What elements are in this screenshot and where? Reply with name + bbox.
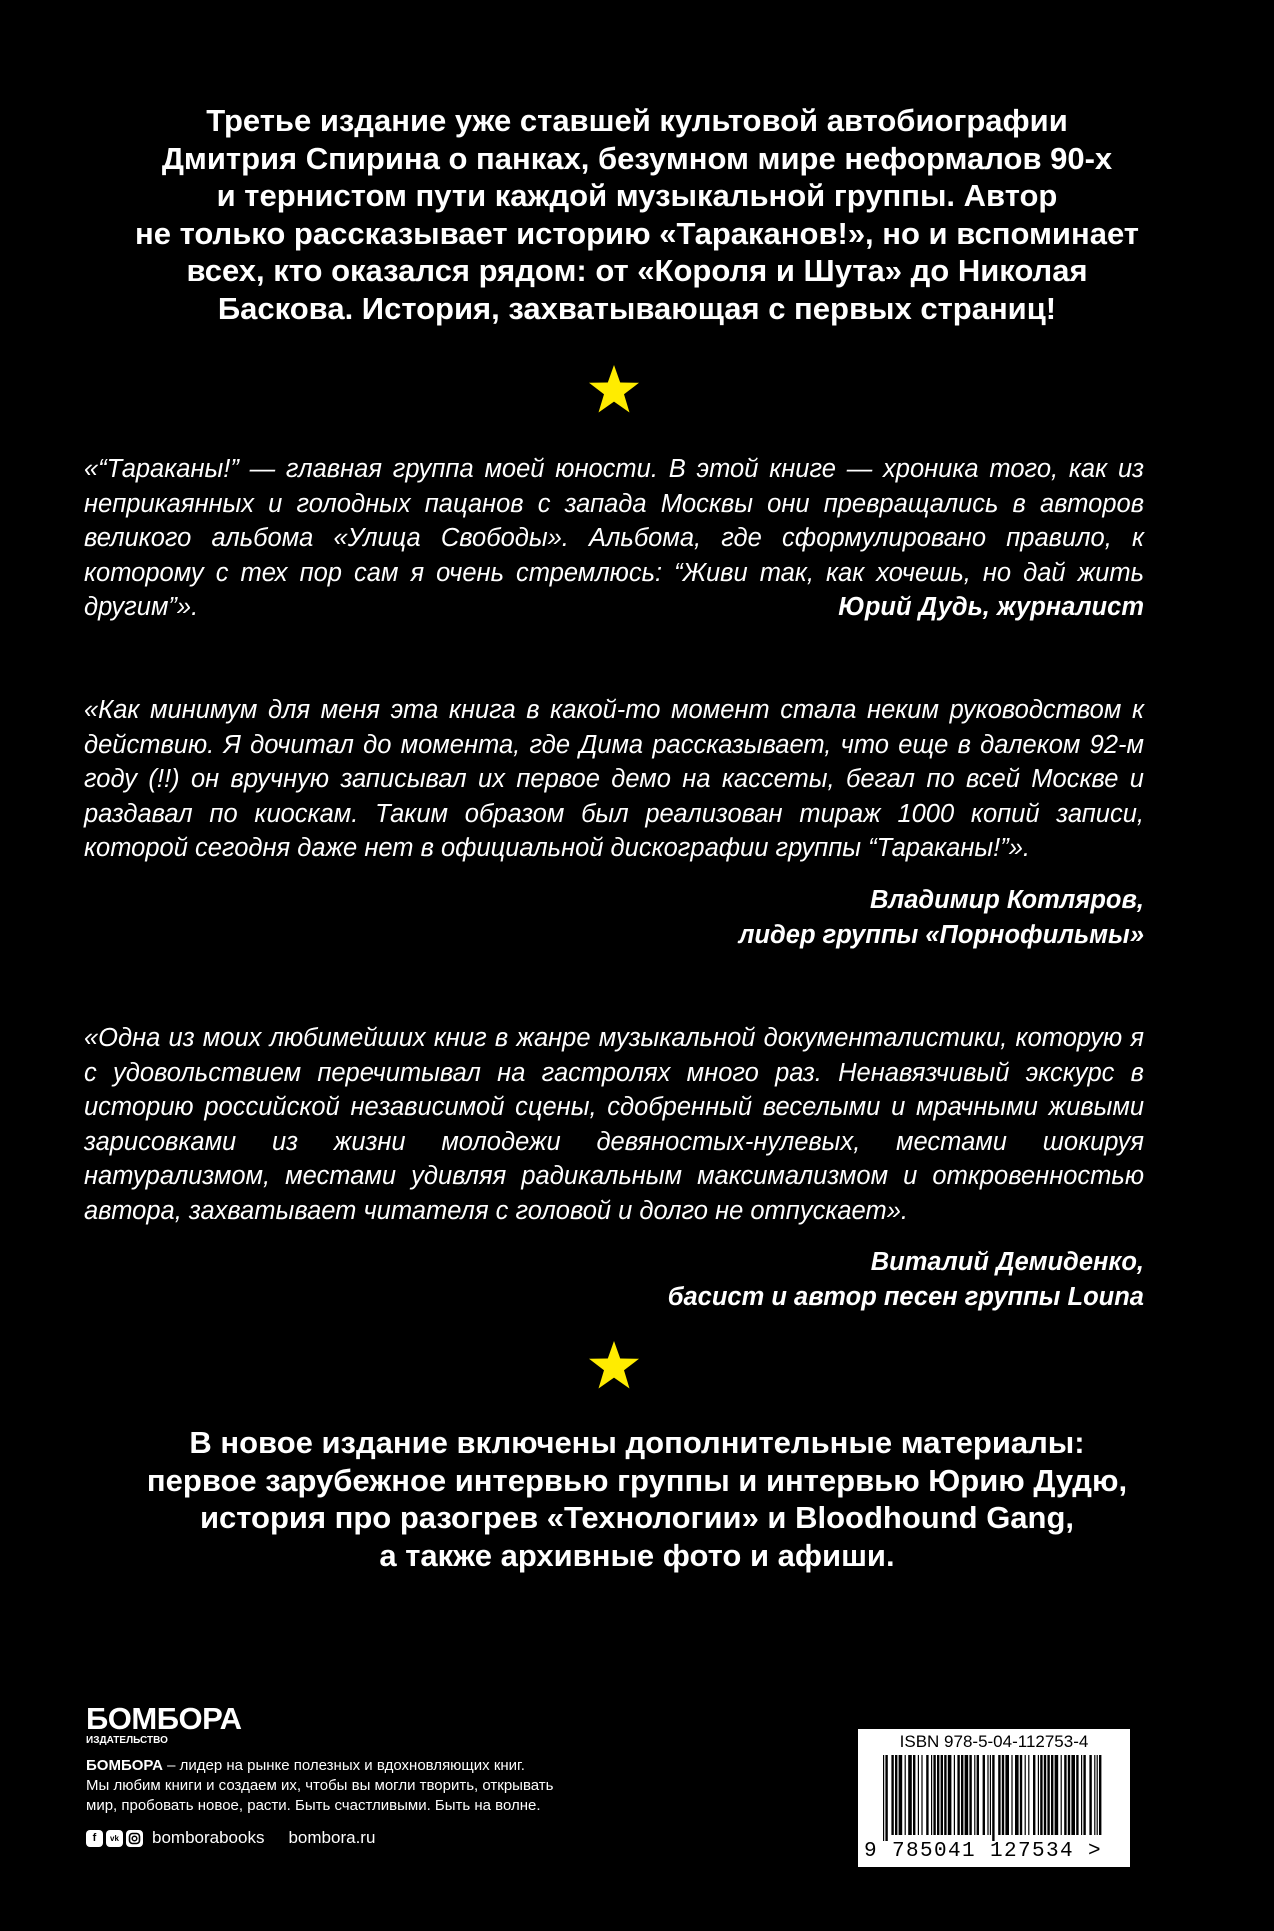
- barcode-bar: [954, 1755, 955, 1835]
- intro-line: и тернистом пути каждой музыкальной группы. Автор: [216, 178, 1058, 213]
- isbn-barcode: [858, 1729, 1130, 1867]
- barcode-bar: [913, 1755, 915, 1835]
- publisher-logo: БОМБОРА: [86, 1701, 242, 1736]
- quote-kotlyarov: «Как минимум для меня эта книга в какой-то момент стала неким руководством к действию. Я дочитал до момента, где Дима рассказывает, что еще в далеком 92-м году (!!) он вручную записывал их первое демо на кассеты, бегал по всей Москве и раздавал по киоскам. Таким образом был реализован тираж 1000 копий записи, которой сегодня даже нет в официальной дискографии группы “Тараканы!”».: [84, 696, 1144, 862]
- barcode-bar: [1047, 1755, 1049, 1835]
- barcode-bar: [885, 1755, 887, 1841]
- barcode-bar: [961, 1755, 963, 1835]
- author-line: Юрий Дудь, журналист: [838, 593, 1144, 621]
- barcode-bar: [891, 1755, 893, 1835]
- barcode-bar: [908, 1755, 912, 1835]
- vk-icon[interactable]: vk: [106, 1830, 123, 1847]
- star-icon: [588, 1340, 640, 1390]
- outro-line: а также архивные фото и афиши.: [379, 1537, 895, 1573]
- barcode-bar: [1061, 1755, 1062, 1835]
- barcode-bar: [1097, 1755, 1098, 1835]
- barcode-bar: [983, 1755, 985, 1835]
- barcode-bar: [1081, 1755, 1082, 1835]
- barcode-bar: [1099, 1755, 1101, 1835]
- barcode-bar: [1064, 1755, 1066, 1835]
- isbn-number: ISBN 978-5-04-112753-4: [899, 1732, 1089, 1751]
- facebook-icon[interactable]: f: [86, 1830, 103, 1847]
- barcode-bar: [1040, 1755, 1042, 1835]
- intro-line: Дмитрия Спирина о панках, безумном мире неформалов 90-х: [161, 140, 1113, 176]
- outro-line: история про разогрев «Технологии» и Bloodhound Gang,: [199, 1500, 1075, 1535]
- barcode-bar: [933, 1755, 935, 1835]
- barcode-bar: [1033, 1755, 1035, 1835]
- quote-author-demidenko: [668, 1245, 1144, 1314]
- quote-author-dud: [838, 590, 1144, 625]
- quote-demidenko: «Одна из моих любимейших книг в жанре музыкальной документалистики, которую я с удовольствием перечитывал на гастролях много раз. Ненавязчивый экскурс в историю российской независимой сцены, сдобренный веселыми и мрачными живыми зарисовками из жизни молодежи девяностых-нулевых, местами шокируя натурализмом, местами удивляя радикальным максимализмом и откровенностью автора, захватывает читателя с головой и долго не отпускает».: [84, 1024, 1144, 1225]
- barcode-bar: [937, 1755, 939, 1835]
- barcode-bar: [931, 1755, 932, 1835]
- publisher-block: [86, 1703, 646, 1848]
- author-line: лидер группы «Порнофильмы»: [738, 920, 1144, 949]
- barcode-bar: [883, 1755, 884, 1841]
- barcode-bar: [1011, 1755, 1012, 1835]
- author-line: басист и автор песен группы Louna: [667, 1282, 1144, 1311]
- publisher-desc-line: [86, 1756, 646, 1776]
- intro-paragraph: [70, 102, 1204, 327]
- barcode-bars: [882, 1755, 1106, 1841]
- author-line: Виталий Демиденко,: [870, 1248, 1144, 1276]
- intro-line: Баскова. История, захватывающая с первых страниц!: [217, 290, 1057, 326]
- barcode-bar: [974, 1755, 975, 1835]
- author-line: Владимир Котляров,: [869, 886, 1144, 914]
- barcode-bar: [998, 1755, 1000, 1835]
- barcode-bar: [1038, 1755, 1039, 1835]
- barcode-digits: 9 785041 127534 >: [864, 1840, 1103, 1863]
- outro-paragraph: [70, 1424, 1204, 1574]
- intro-line: всех, кто оказался рядом: от «Короля и Шута» до Николая: [186, 253, 1088, 288]
- barcode-bar: [992, 1755, 994, 1841]
- instagram-icon[interactable]: [126, 1830, 143, 1847]
- publisher-desc-line: Мы любим книги и создаем их, чтобы вы могли творить, открывать: [86, 1777, 554, 1794]
- barcode-bar: [1055, 1755, 1059, 1835]
- barcode-bar: [969, 1755, 971, 1835]
- barcode-bar: [1094, 1755, 1095, 1835]
- barcode-bar: [1071, 1755, 1075, 1835]
- barcode-bar: [941, 1755, 943, 1835]
- outro-line: В новое издание включены дополнительные материалы:: [189, 1425, 1085, 1460]
- barcode-bar: [1044, 1755, 1046, 1835]
- barcode-bar: [1068, 1755, 1070, 1835]
- website-link[interactable]: bombora.ru: [288, 1828, 376, 1847]
- quote-dud: «“Тараканы!” — главная группа моей юности. В этой книге — хроника того, как из неприкаянных и голодных пацанов с запада Москвы они превращались в авторов великого альбома «Улица Свободы». Альбома, где сформулировано правило, к которому с тех пор сам я очень стремлюсь: “Живи так, как хочешь, но дай жить другим”».: [84, 455, 1144, 621]
- barcode-bar: [944, 1755, 946, 1835]
- barcode-bar: [1015, 1755, 1019, 1835]
- publisher-desc-line: мир, пробовать новое, расти. Быть счастливыми. Быть на волне.: [86, 1797, 541, 1814]
- barcode-bar: [1089, 1755, 1091, 1835]
- barcode-bar: [926, 1755, 928, 1835]
- barcode-bar: [965, 1755, 969, 1835]
- barcode-bar: [987, 1755, 988, 1835]
- star-icon: [588, 364, 640, 414]
- barcode-bar: [977, 1755, 979, 1835]
- barcode-bar: [1076, 1755, 1078, 1835]
- barcode-bar: [895, 1755, 897, 1835]
- barcode-bar: [990, 1755, 991, 1835]
- barcode-bar: [1025, 1755, 1026, 1835]
- publisher-desc-text: – лидер на рынке полезных и вдохновляющих книг.: [162, 1757, 525, 1774]
- barcode-bar: [899, 1755, 903, 1835]
- publisher-description: [86, 1756, 646, 1816]
- barcode-bar: [918, 1755, 919, 1835]
- publisher-logo-subtitle: ИЗДАТЕЛЬСТВО: [86, 1735, 168, 1746]
- barcode-bar: [921, 1755, 922, 1835]
- barcode-bar: [1051, 1755, 1053, 1835]
- barcode-bar: [1083, 1755, 1085, 1835]
- publisher-name: БОМБОРА: [86, 1757, 163, 1774]
- intro-line: не только рассказывает историю «Тараканов!», но и вспоминает: [135, 215, 1139, 251]
- quote-author-kotlyarov: [739, 883, 1144, 952]
- barcode-bar: [1020, 1755, 1022, 1835]
- barcode-bar: [957, 1755, 959, 1835]
- barcode-bar: [905, 1755, 906, 1835]
- outro-line: первое зарубежное интервью группы и интервью Юрию Дудю,: [146, 1462, 1128, 1498]
- social-handle[interactable]: bomborabooks: [152, 1828, 265, 1847]
- barcode-bar: [1028, 1755, 1029, 1835]
- barcode-bar: [948, 1755, 952, 1835]
- barcode-bar: [1005, 1755, 1009, 1835]
- barcode-bar: [1002, 1755, 1004, 1835]
- intro-line: Третье издание уже ставшей культовой автобиографии: [206, 103, 1068, 138]
- publisher-contacts: [86, 1828, 646, 1848]
